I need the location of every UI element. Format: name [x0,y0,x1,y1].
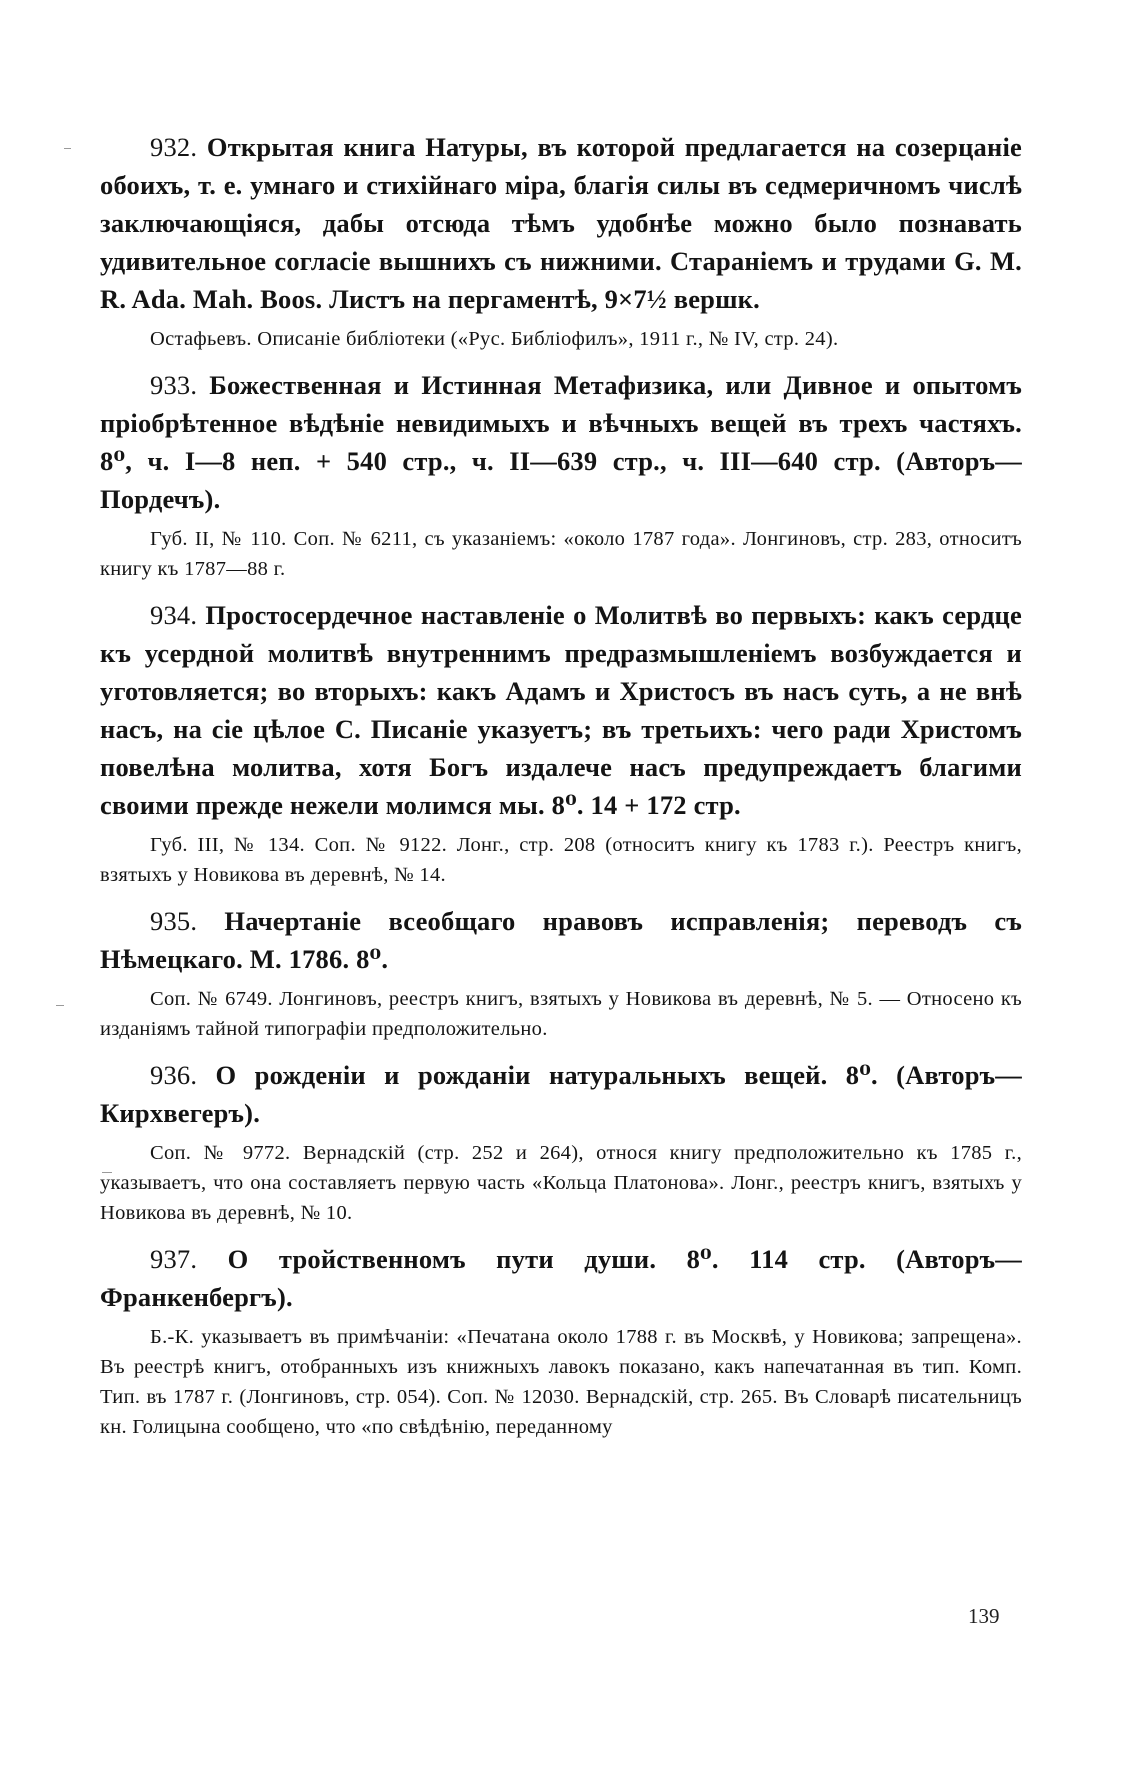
entry-note: Остафьевъ. Описаніе библіотеки («Рус. Библіофилъ», 1911 г., № IV, стр. 24). [150,328,839,350]
entry-main-text [100,1240,1022,1316]
entry-main-text [100,128,1022,318]
entry-note: Губ. III, № 134. Соп. № 9122. Лонг., стр. 208 (относитъ книгу къ 1783 г.). Реестръ книгъ, взятыхъ у Новикова въ деревнѣ, № 14. [100,834,1022,886]
entry-number: 934. [150,600,198,630]
margin-mark [64,148,71,149]
entry-number: 933. [150,370,198,400]
entry-note: Б.-К. указываетъ въ примѣчаніи: «Печатана около 1788 г. въ Москвѣ, у Новикова; запрещена». Въ реестрѣ книгъ, отобранныхъ изъ книжныхъ лавокъ показано, какъ напечатанная въ тип. Комп. Тип. въ 1787 г. (Лонгиновъ, стр. 054). Соп. № 12030. Вернадскій, стр. 265. Въ Словарѣ писательницъ кн. Голицына сообщено, что «по свѣдѣнію, переданному [100,1326,1022,1438]
entry-main-text [100,366,1022,518]
entry-main-text [100,596,1022,824]
entry-number: 937. [150,1244,198,1274]
catalog-entry-936 [100,1056,1022,1228]
entry-title: Начертаніе всеобщаго нравовъ исправленія; переводъ съ Нѣмецкаго. М. 1786. 8⁰. [100,906,1023,974]
page-body [100,128,1022,1454]
catalog-entry-935 [100,902,1022,1044]
entry-number: 932. [150,132,198,162]
entry-number: 936. [150,1060,198,1090]
entry-title: О тройственномъ пути души. 8⁰. 114 стр. (Авторъ—Франкенбергъ). [100,1244,1023,1312]
catalog-entry-934 [100,596,1022,890]
catalog-entry-937 [100,1240,1022,1442]
margin-mark [56,1005,64,1006]
entry-note: Соп. № 9772. Вернадскій (стр. 252 и 264), относя книгу предположительно къ 1785 г., указываетъ, что она составляетъ первую часть «Кольца Платонова». Лонг., реестръ книгъ, взятыхъ у Новикова въ деревнѣ, № 10. [100,1142,1022,1224]
entry-title: Простосердечное наставленіе о Молитвѣ во первыхъ: какъ сердце къ усердной молитвѣ внутреннимъ предразмышленіемъ возбуждается и уготовляется; во вторыхъ: какъ Адамъ и Христосъ въ насъ суть, а не внѣ насъ, на сіе цѣлое С. Писаніе указуетъ; въ третьихъ: чего ради Христомъ повелѣна молитва, хотя Богъ издалече насъ предупреждаетъ благими своими прежде нежели молимся мы. 8⁰. 14 + 172 стр. [100,600,1022,820]
entry-main-text [100,902,1022,978]
page-number: 139 [968,1604,1000,1628]
catalog-entry-933 [100,366,1022,584]
entry-note: Соп. № 6749. Лонгиновъ, реестръ книгъ, взятыхъ у Новикова въ деревнѣ, № 5. — Относено къ изданіямъ тайной типографіи предположительно. [100,988,1022,1040]
entry-number: 935. [150,906,198,936]
entry-title: О рожденіи и рожданіи натуральныхъ вещей. 8⁰. (Авторъ—Кирхвегеръ). [100,1060,1023,1128]
entry-title: Божественная и Истинная Метафизика, или Дивное и опытомъ пріобрѣтенное вѣдѣніе невидимыхъ и вѣчныхъ вещей въ трехъ частяхъ. 8⁰, ч. I—8 неп. + 540 стр., ч. II—639 стр., ч. III—640 стр. (Авторъ—Пордечъ). [100,370,1022,514]
entry-note: Губ. II, № 110. Соп. № 6211, съ указаніемъ: «около 1787 года». Лонгиновъ, стр. 283, относитъ книгу къ 1787—88 г. [100,528,1022,580]
entry-title: Открытая книга Натуры, въ которой предлагается на созерцаніе обоихъ, т. е. умнаго и стихійнаго міра, благія силы въ седмеричномъ числѣ заключающіяся, дабы отсюда тѣмъ удобнѣе можно было познавать удивительное согласіе вышнихъ съ нижними. Стараніемъ и трудами G. M. R. Ada. Mah. Boos. Листъ на пергаментѣ, 9×7½ вершк. [100,132,1022,314]
entry-main-text [100,1056,1022,1132]
catalog-entry-932 [100,128,1022,354]
